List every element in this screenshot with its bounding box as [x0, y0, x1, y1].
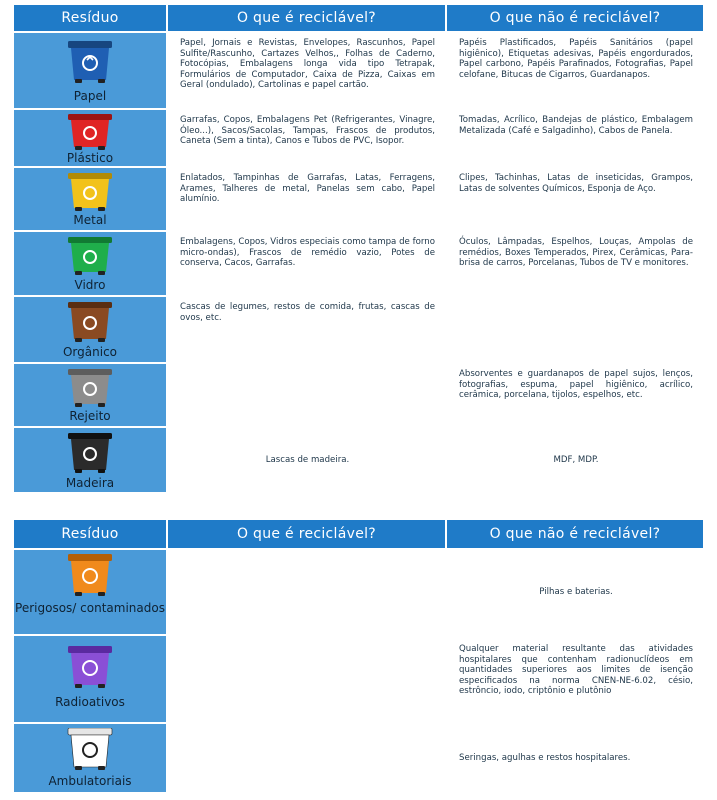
residue-cell-vidro: [14, 232, 166, 295]
green-bin-icon: [67, 237, 113, 275]
blue-bin-icon: [67, 41, 113, 83]
residue-cell-plastico: [14, 110, 166, 166]
not-recyclable-plastico: Tomadas, Acrílico, Bandejas de plástico, Embalagem Metalizada (Café e Salgadinho), Cabos de Panela.: [459, 115, 693, 136]
residue-cell-rejeito: [14, 364, 166, 426]
red-bin-icon: [67, 114, 113, 150]
not-recyclable-perigosos: Pilhas e baterias.: [539, 587, 613, 598]
black-bin-icon: [67, 433, 113, 473]
residue-label-plastico: Plástico: [66, 151, 114, 165]
not-recyclable-radioativos: Qualquer material resultante das atividades hospitalares que contenham radionuclídeos em quantidades superiores aos limites de isenção especificados na norma CNEN-NE-6.02, césio, estrôncio, iodo, criptônio e plutônio: [459, 644, 693, 696]
residue-cell-papel: [14, 33, 166, 108]
header-not-recyclable: O que não é reciclável?: [447, 5, 703, 31]
purple-bin-icon: [67, 646, 113, 688]
residue-label-organico: Orgânico: [62, 345, 118, 359]
white-bin-icon: [67, 728, 113, 770]
residue-cell-metal: [14, 168, 166, 230]
gray-bin-icon: [67, 369, 113, 407]
residue-cell-madeira: [14, 428, 166, 492]
not-recyclable-ambulatoriais: Seringas, agulhas e restos hospitalares.: [459, 753, 631, 764]
recyclable-vidro: Embalagens, Copos, Vidros especiais como tampa de forno micro-ondas), Frascos de remédio vazio, Potes de conserva, Cacos, Garrafas.: [180, 237, 435, 268]
waste-table-1: [14, 5, 703, 492]
recyclable-perigosos: [168, 550, 445, 634]
residue-cell-organico: [14, 297, 166, 362]
recyclable-plastico: Garrafas, Copos, Embalagens Pet (Refrigerantes, Vinagre, Óleo...), Sacos/Sacolas, Tampas, Frascos de produtos, Caneta (Sem a tinta), Canos e Tubos de PVC, Isopor.: [180, 115, 435, 146]
residue-label-rejeito: Rejeito: [69, 409, 111, 423]
residue-cell-perigosos: [14, 550, 166, 634]
header2-residue: Resíduo: [14, 520, 166, 548]
residue-cell-radioativos: [14, 636, 166, 722]
orange-bin-icon: [67, 554, 113, 596]
not-recyclable-vidro: Óculos, Lâmpadas, Espelhos, Louças, Ampolas de remédios, Boxes Temperados, Pirex, Cerâmicas, Para-brisa de carros, Porcelanas, Tubos de TV e monitores.: [459, 237, 693, 268]
header-residue: Resíduo: [14, 5, 166, 31]
residue-cell-ambulatoriais: [14, 724, 166, 792]
residue-label-papel: Papel: [73, 89, 107, 103]
not-recyclable-rejeito: Absorventes e guardanapos de papel sujos, lenços, fotografias, espuma, papel higiênico, acrílico, cerâmica, porcelana, tijolos, espelhos, etc.: [459, 369, 693, 400]
header2-not-recyclable: O que não é reciclável?: [447, 520, 703, 548]
header-recyclable: O que é reciclável?: [168, 5, 445, 31]
residue-label-ambulatoriais: Ambulatoriais: [48, 774, 132, 788]
residue-label-metal: Metal: [73, 213, 107, 227]
residue-label-madeira: Madeira: [65, 476, 115, 490]
residue-label-radioativos: Radioativos: [55, 695, 125, 709]
recyclable-ambulatoriais: [168, 724, 445, 792]
recyclable-papel: Papel, Jornais e Revistas, Envelopes, Rascunhos, Papel Sulfite/Rascunho, Cartazes Velhos,, Folhas de Caderno, Fotocópias, Embalagens longa vida tipo Tetrapak, Formulários de Computador, Caixa de Pizza, Caixas em Geral (ondulado), Cartolinas e papel cartão.: [180, 38, 435, 90]
brown-bin-icon: [67, 302, 113, 342]
waste-table-2: [14, 520, 703, 792]
not-recyclable-organico: [447, 297, 703, 362]
recyclable-organico: Cascas de legumes, restos de comida, frutas, cascas de ovos, etc.: [180, 302, 435, 323]
recyclable-madeira: Lascas de madeira.: [265, 455, 350, 466]
residue-label-perigosos: Perigosos/ contaminados: [15, 601, 165, 615]
recyclable-metal: Enlatados, Tampinhas de Garrafas, Latas, Ferragens, Arames, Talheres de metal, Panelas sem cabo, Papel alumínio.: [180, 173, 435, 204]
recyclable-rejeito: [168, 364, 445, 426]
header2-recyclable: O que é reciclável?: [168, 520, 445, 548]
residue-label-vidro: Vidro: [74, 278, 106, 292]
not-recyclable-papel: Papéis Plastificados, Papéis Sanitários (papel higiênico), Etiquetas adesivas, Papéis engordurados, Papel carbono, Papéis Parafinados, Fotografias, Papel celofane, Bitucas de Cigarros, Guardanapos.: [459, 38, 693, 80]
yellow-bin-icon: [67, 173, 113, 211]
recyclable-radioativos: [168, 636, 445, 722]
not-recyclable-madeira: MDF, MDP.: [553, 455, 599, 466]
not-recyclable-metal: Clipes, Tachinhas, Latas de inseticidas, Grampos, Latas de solventes Químicos, Esponja de Aço.: [459, 173, 693, 194]
